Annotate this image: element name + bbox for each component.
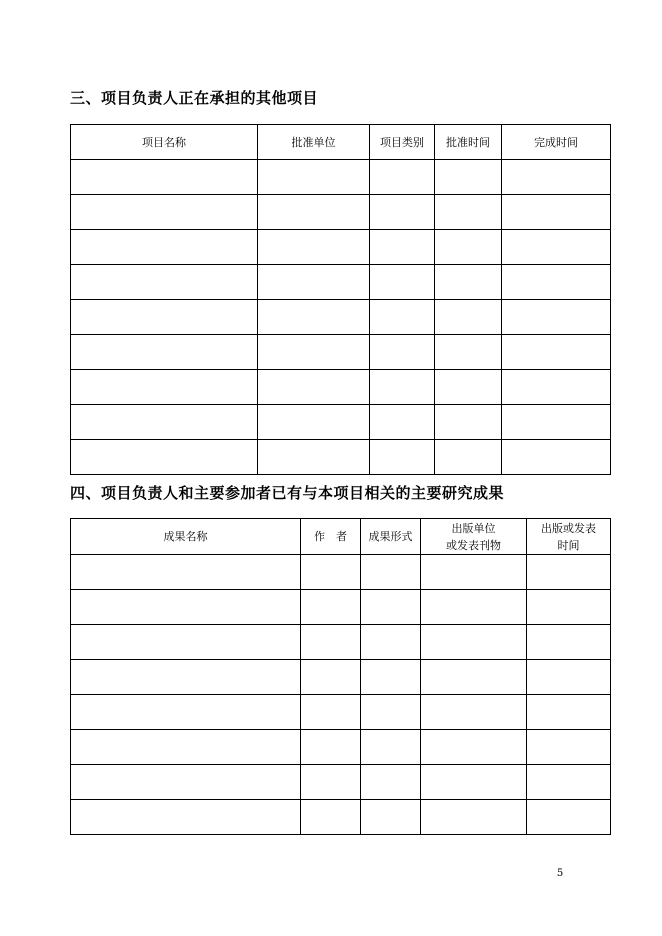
table-row bbox=[71, 160, 611, 195]
table-row bbox=[71, 300, 611, 335]
table-cell[interactable] bbox=[370, 370, 435, 405]
table-cell[interactable] bbox=[301, 590, 361, 625]
table-row bbox=[71, 555, 611, 590]
table-cell[interactable] bbox=[370, 195, 435, 230]
table-cell[interactable] bbox=[502, 370, 611, 405]
table-cell[interactable] bbox=[258, 370, 370, 405]
table-cell[interactable] bbox=[421, 555, 527, 590]
table-cell[interactable] bbox=[421, 625, 527, 660]
table-cell[interactable] bbox=[527, 730, 611, 765]
table-cell[interactable] bbox=[435, 230, 502, 265]
table-cell[interactable] bbox=[361, 590, 421, 625]
table-cell[interactable] bbox=[258, 300, 370, 335]
table-cell[interactable] bbox=[502, 405, 611, 440]
table-header-row bbox=[71, 125, 611, 160]
table-cell[interactable] bbox=[71, 555, 301, 590]
table-cell[interactable] bbox=[71, 800, 301, 835]
header-publisher: 出版单位 或发表刊物 bbox=[421, 519, 527, 555]
table-cell[interactable] bbox=[258, 230, 370, 265]
table-cell[interactable] bbox=[71, 625, 301, 660]
table-cell[interactable] bbox=[301, 800, 361, 835]
table-cell[interactable] bbox=[71, 765, 301, 800]
table-cell[interactable] bbox=[527, 625, 611, 660]
table-cell[interactable] bbox=[361, 625, 421, 660]
research-results-table bbox=[70, 518, 611, 835]
table-cell[interactable] bbox=[370, 300, 435, 335]
table-cell[interactable] bbox=[71, 335, 258, 370]
table-cell[interactable] bbox=[361, 765, 421, 800]
table-cell[interactable] bbox=[502, 440, 611, 475]
table-row bbox=[71, 660, 611, 695]
table-cell[interactable] bbox=[71, 730, 301, 765]
table-cell[interactable] bbox=[502, 300, 611, 335]
table-cell[interactable] bbox=[71, 695, 301, 730]
table-row bbox=[71, 230, 611, 265]
table-row bbox=[71, 590, 611, 625]
table-cell[interactable] bbox=[301, 625, 361, 660]
table-cell[interactable] bbox=[435, 160, 502, 195]
table-cell[interactable] bbox=[502, 265, 611, 300]
table-row bbox=[71, 370, 611, 405]
table-cell[interactable] bbox=[258, 335, 370, 370]
table-row bbox=[71, 730, 611, 765]
table-cell[interactable] bbox=[435, 370, 502, 405]
table-cell[interactable] bbox=[421, 695, 527, 730]
table-cell[interactable] bbox=[502, 195, 611, 230]
table-cell[interactable] bbox=[370, 440, 435, 475]
table-cell[interactable] bbox=[370, 265, 435, 300]
table-cell[interactable] bbox=[361, 660, 421, 695]
table-cell[interactable] bbox=[71, 300, 258, 335]
table-cell[interactable] bbox=[502, 335, 611, 370]
header-author: 作 者 bbox=[301, 519, 361, 555]
table-cell[interactable] bbox=[421, 730, 527, 765]
table-row bbox=[71, 405, 611, 440]
table-cell[interactable] bbox=[435, 195, 502, 230]
table-cell[interactable] bbox=[361, 800, 421, 835]
table-cell[interactable] bbox=[435, 300, 502, 335]
header-result-name: 成果名称 bbox=[71, 519, 301, 555]
table-cell[interactable] bbox=[71, 440, 258, 475]
table-cell[interactable] bbox=[435, 335, 502, 370]
table-row bbox=[71, 265, 611, 300]
table-cell[interactable] bbox=[258, 160, 370, 195]
table-cell[interactable] bbox=[527, 765, 611, 800]
header-project-name: 项目名称 bbox=[71, 125, 258, 160]
table-cell[interactable] bbox=[71, 230, 258, 265]
table-cell[interactable] bbox=[71, 660, 301, 695]
table-header-row bbox=[71, 519, 611, 555]
table-cell[interactable] bbox=[71, 590, 301, 625]
table-cell[interactable] bbox=[502, 230, 611, 265]
table-row bbox=[71, 335, 611, 370]
table-cell[interactable] bbox=[71, 195, 258, 230]
header-publish-time: 出版或发表 时间 bbox=[527, 519, 611, 555]
header-completion-time: 完成时间 bbox=[502, 125, 611, 160]
header-project-category: 项目类别 bbox=[370, 125, 435, 160]
table-row bbox=[71, 195, 611, 230]
table-row bbox=[71, 625, 611, 660]
table-cell[interactable] bbox=[435, 265, 502, 300]
table-cell[interactable] bbox=[301, 695, 361, 730]
table-cell[interactable] bbox=[421, 590, 527, 625]
header-result-form: 成果形式 bbox=[361, 519, 421, 555]
table-cell[interactable] bbox=[71, 265, 258, 300]
table-cell[interactable] bbox=[435, 405, 502, 440]
table-cell[interactable] bbox=[301, 555, 361, 590]
table-row bbox=[71, 765, 611, 800]
table-cell[interactable] bbox=[361, 555, 421, 590]
table-cell[interactable] bbox=[361, 695, 421, 730]
table-cell[interactable] bbox=[421, 765, 527, 800]
table-row bbox=[71, 695, 611, 730]
header-approval-unit: 批准单位 bbox=[258, 125, 370, 160]
ongoing-projects-table bbox=[70, 124, 611, 475]
table-cell[interactable] bbox=[370, 160, 435, 195]
table-cell[interactable] bbox=[502, 160, 611, 195]
table-cell[interactable] bbox=[258, 265, 370, 300]
table-cell[interactable] bbox=[258, 440, 370, 475]
table-cell[interactable] bbox=[370, 405, 435, 440]
table-cell[interactable] bbox=[71, 370, 258, 405]
table-cell[interactable] bbox=[527, 660, 611, 695]
table-cell[interactable] bbox=[421, 660, 527, 695]
table-cell[interactable] bbox=[527, 695, 611, 730]
table-cell[interactable] bbox=[301, 765, 361, 800]
table-cell[interactable] bbox=[370, 230, 435, 265]
table-cell[interactable] bbox=[258, 195, 370, 230]
table-cell[interactable] bbox=[370, 335, 435, 370]
table-row bbox=[71, 800, 611, 835]
page-number: 5 bbox=[556, 868, 564, 879]
table-cell[interactable] bbox=[421, 800, 527, 835]
table-cell[interactable] bbox=[71, 160, 258, 195]
table-cell[interactable] bbox=[435, 440, 502, 475]
table-row bbox=[71, 440, 611, 475]
header-approval-time: 批准时间 bbox=[435, 125, 502, 160]
table-cell[interactable] bbox=[527, 800, 611, 835]
table-cell[interactable] bbox=[258, 405, 370, 440]
section-3-title: 三、项目负责人正在承担的其他项目 bbox=[70, 89, 319, 107]
table-cell[interactable] bbox=[527, 590, 611, 625]
section-4-title: 四、项目负责人和主要参加者已有与本项目相关的主要研究成果 bbox=[70, 484, 505, 502]
table-cell[interactable] bbox=[527, 555, 611, 590]
table-cell[interactable] bbox=[361, 730, 421, 765]
table-cell[interactable] bbox=[71, 405, 258, 440]
table-cell[interactable] bbox=[301, 660, 361, 695]
table-cell[interactable] bbox=[301, 730, 361, 765]
